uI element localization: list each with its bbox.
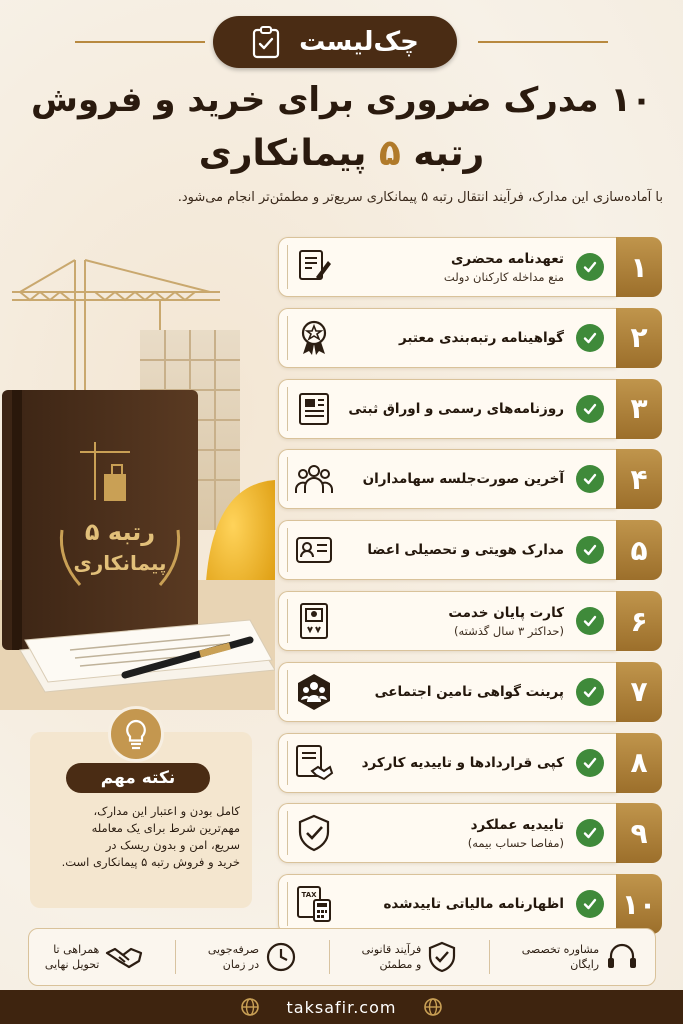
item-card — [278, 803, 616, 863]
item-title: گواهینامه رتبه‌بندی معتبر — [398, 329, 564, 346]
feature-legal — [362, 941, 458, 973]
check-icon — [576, 607, 604, 635]
checklist-item — [278, 237, 662, 297]
check-icon — [576, 465, 604, 493]
id-card-icon — [287, 528, 339, 572]
badge-decor-line-right — [478, 41, 608, 43]
check-icon — [576, 890, 604, 918]
divider — [329, 940, 330, 974]
feature-support — [45, 942, 143, 972]
page-title: ۱۰ مدرک ضروری برای خرید و فروش — [31, 80, 652, 120]
group-icon — [287, 457, 339, 501]
item-subtitle: (مفاصا حساب بیمه) — [467, 835, 564, 850]
item-number: ۵ — [616, 520, 662, 580]
title-number: ۵ — [378, 133, 401, 174]
item-title: روزنامه‌های رسمی و اوراق ثبتی — [348, 400, 564, 417]
feature-line: تحویل نهایی — [44, 958, 100, 971]
checklist-item — [278, 733, 662, 793]
lightbulb-icon — [108, 706, 164, 762]
social-security-icon — [287, 670, 339, 714]
item-title: مدارک هویتی و تحصیلی اعضا — [367, 542, 564, 559]
item-number: ۲ — [616, 308, 662, 368]
handshake-icon — [105, 943, 143, 971]
military-card-icon — [287, 599, 339, 643]
note-label: نکته مهم — [66, 763, 210, 793]
check-icon — [576, 395, 604, 423]
feature-line: فرآیند قانونی — [361, 943, 422, 956]
item-card — [278, 520, 616, 580]
svg-text:TAX: TAX — [300, 891, 317, 900]
clipboard-check-icon — [251, 25, 281, 59]
checklist-badge — [213, 16, 457, 68]
binder-book — [2, 390, 198, 650]
check-icon — [576, 324, 604, 352]
feature-line: مشاوره تخصصی — [521, 943, 600, 956]
book-title-line1: رتبه ۵ — [84, 518, 156, 546]
item-number: ۳ — [616, 379, 662, 439]
construction-illustration — [0, 230, 275, 710]
item-card — [278, 449, 616, 509]
headset-icon — [605, 942, 639, 972]
feature-line: و مطمئن — [379, 958, 422, 971]
globe-icon — [240, 997, 260, 1017]
checklist-item — [278, 662, 662, 722]
shield-check-icon — [427, 941, 457, 973]
check-icon — [576, 819, 604, 847]
divider — [489, 940, 490, 974]
note-line: کامل بودن و اعتبار این مدارک، — [93, 804, 240, 818]
globe-icon — [423, 997, 443, 1017]
feature-line: همراهی تا — [53, 943, 100, 956]
item-title: پرینت گواهی تامین اجتماعی — [374, 683, 564, 700]
item-title: آخرین صورت‌جلسه سهامداران — [362, 471, 564, 488]
item-number: ۶ — [616, 591, 662, 651]
book-title-line2: پیمانکاری — [73, 551, 167, 575]
item-number: ۱۰ — [616, 874, 662, 934]
shield-check-icon — [287, 811, 339, 855]
feature-line: در زمان — [222, 958, 260, 971]
note-text — [40, 803, 240, 871]
item-number: ۱ — [616, 237, 662, 297]
item-card — [278, 237, 616, 297]
checklist-item — [278, 308, 662, 368]
note-line: مهم‌ترین شرط برای یک معامله — [91, 821, 240, 835]
item-title: اظهارنامه مالیاتی تاییدشده — [383, 896, 564, 913]
document-pen-icon — [287, 245, 339, 289]
feature-consulting — [522, 942, 639, 972]
item-card — [278, 874, 616, 934]
item-card — [278, 733, 616, 793]
checklist-item — [278, 803, 662, 863]
check-icon — [576, 536, 604, 564]
feature-line: رایگان — [570, 958, 600, 971]
title-word-rank: رتبه — [413, 133, 485, 174]
note-line: سریع، امن و بدون ریسک در — [105, 838, 240, 852]
item-title: کپی قراردادها و تاییدیه کارکرد — [361, 754, 564, 771]
checklist-item — [278, 874, 662, 934]
checklist-item — [278, 591, 662, 651]
feature-time — [208, 941, 297, 973]
item-title: تاییدیه عملکرد — [470, 816, 564, 833]
item-subtitle: منع مداخله کارکنان دولت — [443, 269, 564, 284]
features-bar — [28, 928, 656, 986]
item-number: ۸ — [616, 733, 662, 793]
checklist-item — [278, 379, 662, 439]
item-title: کارت پایان خدمت — [448, 604, 564, 621]
page-title-line2 — [0, 132, 683, 176]
newspaper-icon — [287, 387, 339, 431]
badge-title: چک‌لیست — [299, 27, 419, 57]
item-subtitle: (حداکثر ۳ سال گذشته) — [453, 623, 564, 638]
contract-handshake-icon — [287, 741, 339, 785]
checklist-item — [278, 520, 662, 580]
footer — [0, 990, 683, 1024]
item-number: ۴ — [616, 449, 662, 509]
item-number: ۷ — [616, 662, 662, 722]
website-link[interactable]: taksafir.com — [286, 997, 397, 1017]
item-card — [278, 662, 616, 722]
item-card — [278, 379, 616, 439]
check-icon — [576, 253, 604, 281]
checklist-item — [278, 449, 662, 509]
feature-line: صرفه‌جویی — [207, 943, 260, 956]
award-ribbon-icon — [287, 316, 339, 360]
item-card — [278, 591, 616, 651]
note-line: خرید و فروش رتبه ۵ پیمانکاری است. — [61, 855, 240, 869]
item-title: تعهدنامه محضری — [451, 250, 564, 267]
check-icon — [576, 678, 604, 706]
title-word-contracting: پیمانکاری — [198, 133, 367, 174]
subtitle: با آماده‌سازی این مدارک، فرآیند انتقال رتبه ۵ پیمانکاری سریع‌تر و مطمئن‌تر انجام می‌شود. — [177, 190, 663, 205]
item-number: ۹ — [616, 803, 662, 863]
tax-calculator-icon — [287, 882, 339, 926]
divider — [175, 940, 176, 974]
clock-icon — [265, 941, 297, 973]
check-icon — [576, 749, 604, 777]
badge-decor-line-left — [75, 41, 205, 43]
item-card — [278, 308, 616, 368]
